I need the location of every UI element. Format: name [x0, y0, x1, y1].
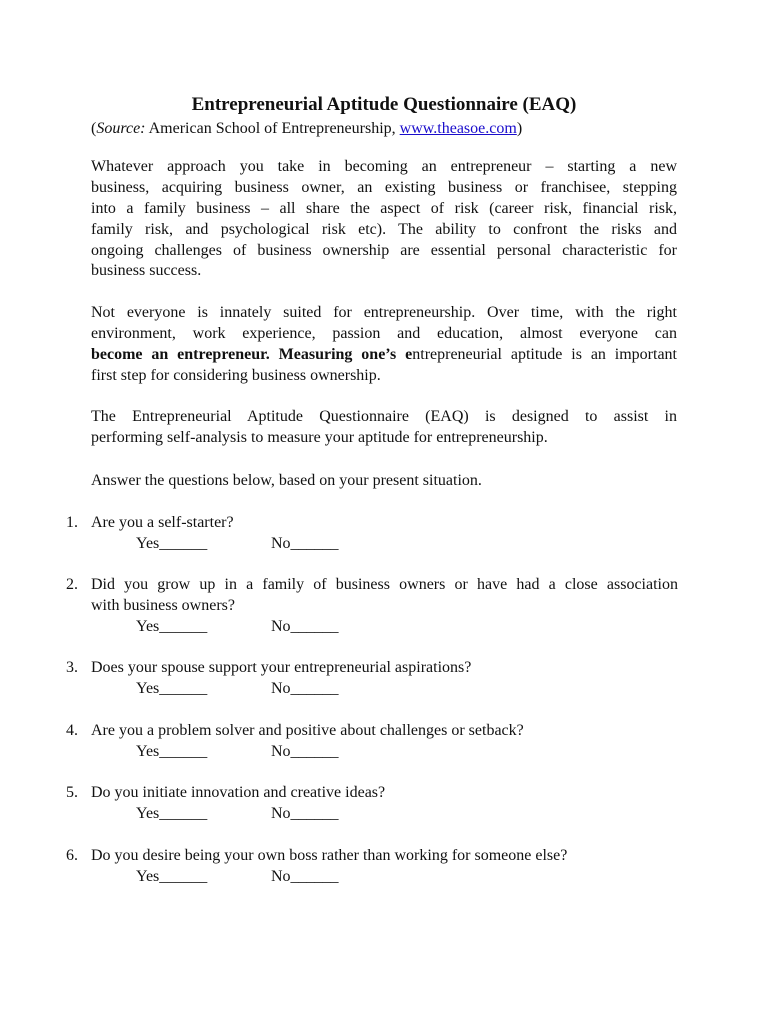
no-answer-blank[interactable]: No______	[271, 868, 339, 885]
instructions-paragraph	[91, 471, 677, 492]
answer-row	[136, 679, 536, 700]
intro-paragraph	[91, 157, 677, 282]
question-text	[91, 513, 678, 534]
paragraph-line-mixed	[91, 345, 677, 366]
question-line: with business owners?	[91, 596, 235, 614]
question-line: Did you grow up in a family of business owners or have had a close association	[91, 576, 678, 593]
regular-phrase: ntrepreneurial aptitude is an important	[412, 345, 678, 363]
no-answer-blank[interactable]: No______	[271, 535, 339, 552]
paragraph-line: performing self-analysis to measure your aptitude for entrepreneurship.	[91, 428, 548, 446]
paragraph-line: Not everyone is innately suited for entrepreneurship. Over time, with the right	[91, 304, 677, 321]
paragraph-line: Whatever approach you take in becoming an entrepreneur – starting a new	[91, 158, 677, 175]
no-answer-blank[interactable]: No______	[271, 805, 339, 822]
paragraph-line: business success.	[91, 262, 202, 280]
source-text: American School of Entrepreneurship,	[145, 120, 400, 137]
paragraph-line: into a family business – all share the aspect of risk (career risk, financial risk,	[91, 199, 677, 217]
answer-row	[136, 867, 536, 888]
answer-row	[136, 804, 536, 825]
question-text	[91, 658, 678, 679]
question-number: 6.	[66, 847, 78, 864]
question-text	[91, 783, 678, 804]
yes-answer-blank[interactable]: Yes______	[136, 805, 208, 822]
yes-answer-blank[interactable]: Yes______	[136, 868, 208, 885]
paragraph-line: business, acquiring business owner, an existing business or franchisee, stepping	[91, 178, 677, 196]
question-number: 3.	[66, 659, 78, 676]
answer-row	[136, 742, 536, 763]
question-line: Are you a self-starter?	[91, 514, 234, 531]
suitability-paragraph	[91, 303, 677, 387]
source-line	[91, 118, 522, 139]
question-text	[91, 846, 678, 867]
question-line: Does your spouse support your entrepreneurial aspirations?	[91, 659, 472, 676]
no-answer-blank[interactable]: No______	[271, 680, 339, 697]
answer-row	[136, 534, 536, 555]
yes-answer-blank[interactable]: Yes______	[136, 618, 208, 635]
source-open-paren: (	[91, 120, 97, 137]
question-number: 4.	[66, 722, 78, 739]
bold-phrase: become an entrepreneur. Measuring one’s e	[91, 345, 413, 363]
yes-answer-blank[interactable]: Yes______	[136, 535, 208, 552]
question-line: Do you desire being your own boss rather than working for someone else?	[91, 847, 568, 864]
document-title: Entrepreneurial Aptitude Questionnaire (EAQ)	[191, 94, 577, 115]
paragraph-line: Answer the questions below, based on your present situation.	[91, 472, 482, 489]
yes-answer-blank[interactable]: Yes______	[136, 680, 208, 697]
source-label: Source:	[96, 120, 146, 137]
question-number: 5.	[66, 784, 78, 801]
yes-answer-blank[interactable]: Yes______	[136, 743, 208, 760]
question-text	[91, 575, 678, 617]
no-answer-blank[interactable]: No______	[271, 743, 339, 760]
paragraph-line: ongoing challenges of business ownership are essential personal characteristic for	[91, 241, 677, 259]
paragraph-line: The Entrepreneurial Aptitude Questionnaire (EAQ) is designed to assist in	[91, 408, 677, 425]
question-number: 2.	[66, 576, 78, 593]
question-text	[91, 721, 678, 742]
question-number: 1.	[66, 514, 78, 531]
eaq-purpose-paragraph	[91, 407, 677, 449]
source-link[interactable]: www.theasoe.com	[399, 120, 517, 137]
paragraph-line: first step for considering business ownership.	[91, 366, 381, 384]
answer-row	[136, 617, 536, 638]
source-close-paren: )	[516, 120, 523, 137]
question-line: Do you initiate innovation and creative ideas?	[91, 784, 386, 801]
question-line: Are you a problem solver and positive about challenges or setback?	[91, 722, 524, 739]
no-answer-blank[interactable]: No______	[271, 618, 339, 635]
paragraph-line: environment, work experience, passion and education, almost everyone can	[91, 324, 677, 342]
paragraph-line: family risk, and psychological risk etc). The ability to confront the risks and	[91, 220, 677, 238]
